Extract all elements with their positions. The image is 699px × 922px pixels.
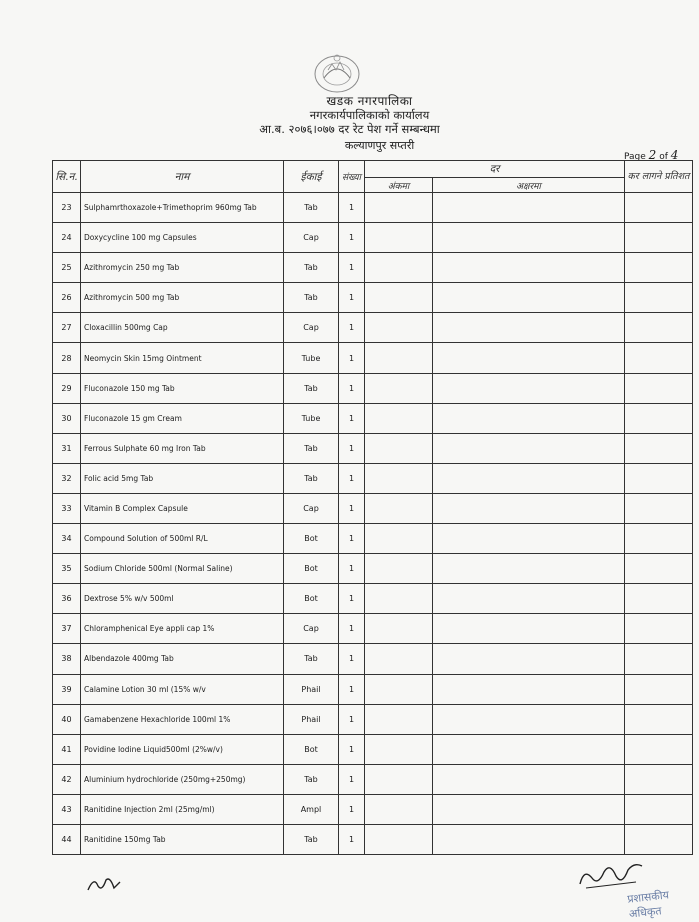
row-unit: Cap xyxy=(284,493,339,523)
row-rate-figure xyxy=(365,283,433,313)
row-tax-percent xyxy=(625,794,693,824)
row-item-name: Cloxacillin 500mg Cap xyxy=(81,313,284,343)
table-row xyxy=(53,554,693,584)
table-row xyxy=(53,343,693,373)
row-item-name: Aluminium hydrochloride (250mg+250mg) xyxy=(81,764,284,794)
row-rate-figure xyxy=(365,554,433,584)
row-item-name: Povidine Iodine Liquid500ml (2%w/v) xyxy=(81,734,284,764)
row-quantity: 1 xyxy=(339,704,365,734)
row-rate-words xyxy=(433,313,625,343)
table-row xyxy=(53,193,693,223)
signature-left-icon xyxy=(84,872,124,894)
row-item-name: Doxycycline 100 mg Capsules xyxy=(81,223,284,253)
row-quantity: 1 xyxy=(339,223,365,253)
table-row xyxy=(53,704,693,734)
row-tax-percent xyxy=(625,614,693,644)
row-quantity: 1 xyxy=(339,193,365,223)
row-item-name: Vitamin B Complex Capsule xyxy=(81,493,284,523)
row-rate-figure xyxy=(365,794,433,824)
row-serial: 35 xyxy=(53,554,81,584)
row-tax-percent xyxy=(625,433,693,463)
row-unit: Tab xyxy=(284,433,339,463)
row-rate-figure xyxy=(365,343,433,373)
row-rate-words xyxy=(433,493,625,523)
col-qty: संख्या xyxy=(339,161,365,193)
page-of: of xyxy=(659,152,668,162)
row-rate-words xyxy=(433,704,625,734)
row-item-name: Albendazole 400mg Tab xyxy=(81,644,284,674)
row-item-name: Ranitidine 150mg Tab xyxy=(81,824,284,854)
row-rate-figure xyxy=(365,253,433,283)
row-rate-figure xyxy=(365,764,433,794)
row-unit: Tab xyxy=(284,373,339,403)
row-rate-figure xyxy=(365,193,433,223)
row-rate-words xyxy=(433,554,625,584)
row-serial: 43 xyxy=(53,794,81,824)
row-item-name: Neomycin Skin 15mg Ointment xyxy=(81,343,284,373)
row-item-name: Chloramphenical Eye appli cap 1% xyxy=(81,614,284,644)
office-name: नगरकार्यपालिकाको कार्यालय xyxy=(309,108,430,122)
col-rate-figure: अंकमा xyxy=(365,178,433,193)
row-serial: 32 xyxy=(53,463,81,493)
row-item-name: Sulphamrthoxazole+Trimethoprim 960mg Tab xyxy=(81,193,284,223)
row-tax-percent xyxy=(625,734,693,764)
row-tax-percent xyxy=(625,463,693,493)
row-unit: Tube xyxy=(284,403,339,433)
row-tax-percent xyxy=(625,493,693,523)
row-rate-figure xyxy=(365,584,433,614)
row-rate-figure xyxy=(365,403,433,433)
row-item-name: Azithromycin 500 mg Tab xyxy=(81,283,284,313)
table-row xyxy=(53,644,693,674)
table-row xyxy=(53,584,693,614)
table-row xyxy=(53,764,693,794)
row-tax-percent xyxy=(625,373,693,403)
row-serial: 30 xyxy=(53,403,81,433)
row-quantity: 1 xyxy=(339,794,365,824)
page-prefix: Page xyxy=(624,152,646,162)
row-rate-figure xyxy=(365,223,433,253)
row-quantity: 1 xyxy=(339,614,365,644)
row-serial: 23 xyxy=(53,193,81,223)
row-unit: Tab xyxy=(284,193,339,223)
row-rate-words xyxy=(433,614,625,644)
row-serial: 28 xyxy=(53,343,81,373)
row-item-name: Ferrous Sulphate 60 mg Iron Tab xyxy=(81,433,284,463)
table-row xyxy=(53,493,693,523)
row-quantity: 1 xyxy=(339,584,365,614)
page-current: 2 xyxy=(648,148,657,162)
row-unit: Bot xyxy=(284,734,339,764)
row-tax-percent xyxy=(625,824,693,854)
row-rate-words xyxy=(433,283,625,313)
row-unit: Cap xyxy=(284,614,339,644)
location: कल्याणपुर सप्तरी xyxy=(344,139,415,152)
row-serial: 38 xyxy=(53,644,81,674)
row-rate-figure xyxy=(365,493,433,523)
row-rate-figure xyxy=(365,614,433,644)
col-name: नाम xyxy=(81,161,284,193)
row-unit: Bot xyxy=(284,524,339,554)
row-rate-figure xyxy=(365,644,433,674)
row-quantity: 1 xyxy=(339,373,365,403)
row-serial: 42 xyxy=(53,764,81,794)
col-tax: कर लागने प्रतिशत xyxy=(625,161,693,193)
row-quantity: 1 xyxy=(339,253,365,283)
row-rate-words xyxy=(433,193,625,223)
row-rate-figure xyxy=(365,824,433,854)
row-rate-figure xyxy=(365,313,433,343)
row-unit: Bot xyxy=(284,554,339,584)
row-rate-words xyxy=(433,584,625,614)
row-rate-words xyxy=(433,764,625,794)
row-tax-percent xyxy=(625,644,693,674)
row-tax-percent xyxy=(625,283,693,313)
row-tax-percent xyxy=(625,403,693,433)
table-row xyxy=(53,463,693,493)
row-tax-percent xyxy=(625,343,693,373)
row-quantity: 1 xyxy=(339,283,365,313)
row-tax-percent xyxy=(625,584,693,614)
row-rate-figure xyxy=(365,463,433,493)
row-tax-percent xyxy=(625,223,693,253)
row-rate-words xyxy=(433,734,625,764)
row-item-name: Gamabenzene Hexachloride 100ml 1% xyxy=(81,704,284,734)
row-unit: Tab xyxy=(284,283,339,313)
row-serial: 25 xyxy=(53,253,81,283)
row-quantity: 1 xyxy=(339,554,365,584)
table-row xyxy=(53,794,693,824)
row-tax-percent xyxy=(625,764,693,794)
table-row xyxy=(53,524,693,554)
row-rate-words xyxy=(433,824,625,854)
table-row xyxy=(53,253,693,283)
table-row xyxy=(53,313,693,343)
row-serial: 36 xyxy=(53,584,81,614)
row-serial: 44 xyxy=(53,824,81,854)
row-serial: 40 xyxy=(53,704,81,734)
row-rate-words xyxy=(433,373,625,403)
table-row xyxy=(53,403,693,433)
row-rate-figure xyxy=(365,433,433,463)
row-rate-words xyxy=(433,343,625,373)
row-quantity: 1 xyxy=(339,644,365,674)
row-unit: Phail xyxy=(284,674,339,704)
row-tax-percent xyxy=(625,524,693,554)
table-row xyxy=(53,824,693,854)
row-tax-percent xyxy=(625,674,693,704)
row-quantity: 1 xyxy=(339,764,365,794)
row-serial: 24 xyxy=(53,223,81,253)
table-row xyxy=(53,433,693,463)
row-serial: 29 xyxy=(53,373,81,403)
table-row xyxy=(53,373,693,403)
document-subject: आ.ब. २०७६।०७७ दर रेट पेश गर्ने सम्बन्धमा xyxy=(259,122,440,136)
row-tax-percent xyxy=(625,253,693,283)
row-tax-percent xyxy=(625,193,693,223)
row-quantity: 1 xyxy=(339,343,365,373)
row-quantity: 1 xyxy=(339,524,365,554)
row-quantity: 1 xyxy=(339,403,365,433)
table-row xyxy=(53,223,693,253)
col-rate-words: अक्षरमा xyxy=(433,178,625,193)
row-rate-figure xyxy=(365,734,433,764)
row-rate-figure xyxy=(365,674,433,704)
row-serial: 27 xyxy=(53,313,81,343)
row-rate-words xyxy=(433,674,625,704)
official-stamp-text: प्रशासकीय अधिकृत xyxy=(626,888,670,921)
row-unit: Cap xyxy=(284,313,339,343)
rate-table xyxy=(52,160,693,855)
row-rate-words xyxy=(433,463,625,493)
row-unit: Bot xyxy=(284,584,339,614)
row-item-name: Fluconazole 15 gm Cream xyxy=(81,403,284,433)
row-serial: 33 xyxy=(53,493,81,523)
row-item-name: Calamine Lotion 30 ml (15% w/v xyxy=(81,674,284,704)
row-rate-words xyxy=(433,524,625,554)
row-item-name: Fluconazole 150 mg Tab xyxy=(81,373,284,403)
row-rate-words xyxy=(433,644,625,674)
row-rate-words xyxy=(433,794,625,824)
row-serial: 26 xyxy=(53,283,81,313)
row-serial: 37 xyxy=(53,614,81,644)
row-rate-figure xyxy=(365,524,433,554)
row-serial: 34 xyxy=(53,524,81,554)
row-rate-figure xyxy=(365,373,433,403)
table-row xyxy=(53,283,693,313)
signature-right-icon xyxy=(576,858,646,892)
row-rate-words xyxy=(433,433,625,463)
col-rate: दर xyxy=(365,161,625,178)
col-unit: ईकाई xyxy=(284,161,339,193)
table-row xyxy=(53,674,693,704)
row-unit: Phail xyxy=(284,704,339,734)
row-unit: Tab xyxy=(284,463,339,493)
row-unit: Tab xyxy=(284,253,339,283)
municipality-seal-icon xyxy=(306,48,368,96)
row-item-name: Compound Solution of 500ml R/L xyxy=(81,524,284,554)
row-quantity: 1 xyxy=(339,493,365,523)
row-quantity: 1 xyxy=(339,674,365,704)
row-item-name: Sodium Chloride 500ml (Normal Saline) xyxy=(81,554,284,584)
row-item-name: Dextrose 5% w/v 500ml xyxy=(81,584,284,614)
row-serial: 39 xyxy=(53,674,81,704)
row-rate-words xyxy=(433,253,625,283)
row-quantity: 1 xyxy=(339,824,365,854)
row-quantity: 1 xyxy=(339,313,365,343)
row-unit: Tube xyxy=(284,343,339,373)
col-sn: सि.न. xyxy=(53,161,81,193)
row-tax-percent xyxy=(625,704,693,734)
table-row xyxy=(53,734,693,764)
row-unit: Tab xyxy=(284,764,339,794)
row-rate-figure xyxy=(365,704,433,734)
row-item-name: Ranitidine Injection 2ml (25mg/ml) xyxy=(81,794,284,824)
municipality-name: खडक नगरपालिका xyxy=(326,94,413,108)
row-serial: 31 xyxy=(53,433,81,463)
row-quantity: 1 xyxy=(339,433,365,463)
row-serial: 41 xyxy=(53,734,81,764)
row-rate-words xyxy=(433,403,625,433)
row-unit: Tab xyxy=(284,644,339,674)
page-total: 4 xyxy=(670,148,679,162)
row-quantity: 1 xyxy=(339,463,365,493)
row-unit: Ampl xyxy=(284,794,339,824)
row-item-name: Azithromycin 250 mg Tab xyxy=(81,253,284,283)
row-unit: Cap xyxy=(284,223,339,253)
row-rate-words xyxy=(433,223,625,253)
row-tax-percent xyxy=(625,554,693,584)
row-unit: Tab xyxy=(284,824,339,854)
row-quantity: 1 xyxy=(339,734,365,764)
row-item-name: Folic acid 5mg Tab xyxy=(81,463,284,493)
table-row xyxy=(53,614,693,644)
row-tax-percent xyxy=(625,313,693,343)
